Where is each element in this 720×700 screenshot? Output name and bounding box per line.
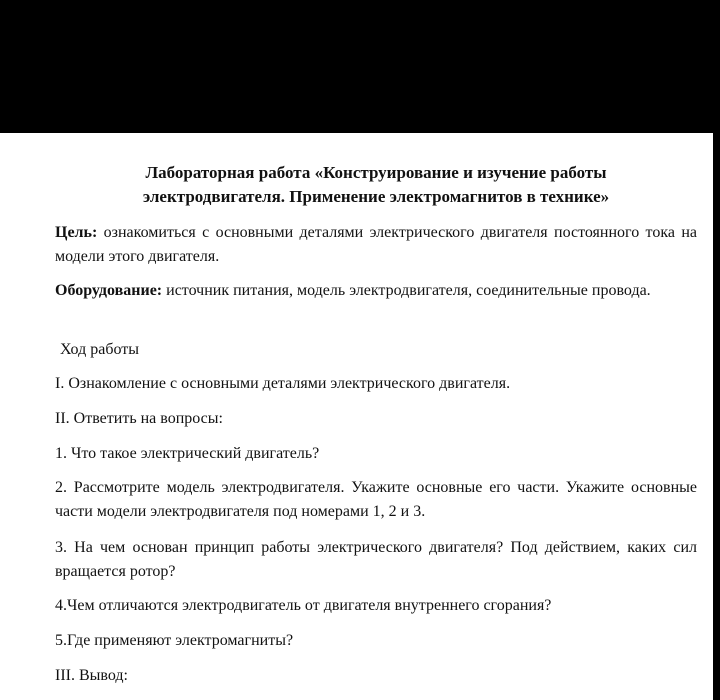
goal-text: ознакомиться с основными деталями электрического двигателя постоянного тока на модели этого двигателя.: [55, 224, 697, 265]
question-3: 3. На чем основан принцип работы электрического двигателя? Под действием, каких сил вращается ротор?: [55, 539, 697, 580]
title-line-1: Лабораторная работа «Конструирование и изучение работы: [145, 163, 607, 182]
document-page: [0, 133, 713, 700]
right-black-edge: [713, 133, 720, 700]
question-5: 5.Где применяют электромагниты?: [55, 632, 294, 649]
step-3-conclusion: III. Вывод:: [55, 667, 128, 684]
document-title: [55, 161, 697, 209]
step-2: II. Ответить на вопросы:: [55, 410, 223, 427]
title-line-2: электродвигателя. Применение электромагнитов в технике»: [142, 187, 610, 206]
question-4: 4.Чем отличаются электродвигатель от двигателя внутреннего сгорания?: [55, 597, 552, 614]
goal-label: Цель:: [55, 224, 98, 241]
question-1: 1. Что такое электрический двигатель?: [55, 445, 320, 462]
progress-heading: Ход работы: [60, 341, 139, 358]
equipment-paragraph: [55, 279, 697, 303]
equipment-label: Оборудование:: [55, 282, 163, 299]
equipment-text: источник питания, модель электродвигателя, соединительные провода.: [162, 282, 651, 299]
top-black-band: [0, 0, 720, 133]
question-2: 2. Рассмотрите модель электродвигателя. Укажите основные его части. Укажите основные части модели электродвигателя под номерами 1, 2 и 3.: [55, 479, 697, 520]
goal-paragraph: [55, 221, 697, 269]
step-1: I. Ознакомление с основными деталями электрического двигателя.: [55, 375, 511, 392]
